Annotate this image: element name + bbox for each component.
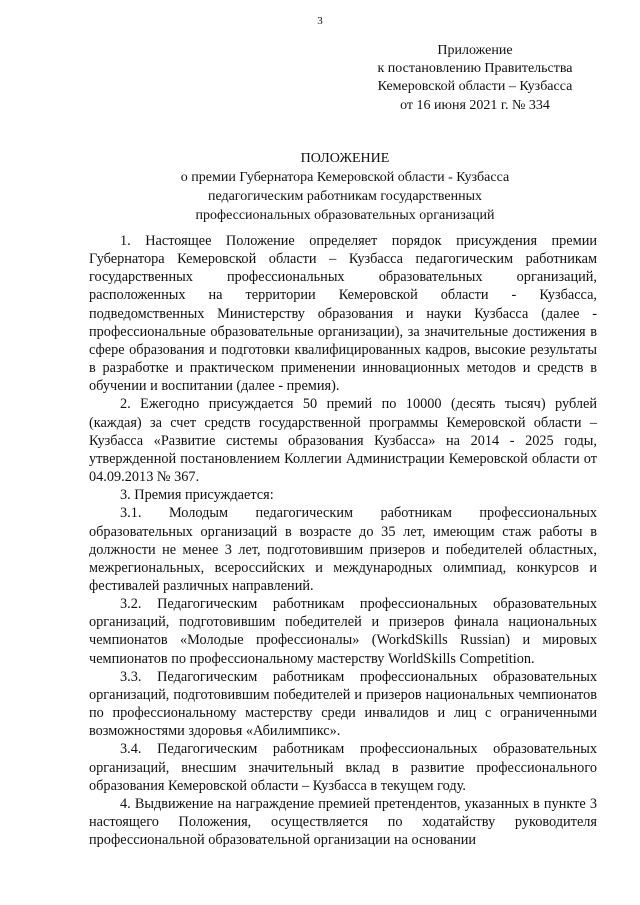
document-body bbox=[89, 232, 597, 849]
paragraph-3-4: 3.4. Педагогическим работникам профессиональных образовательных организаций, внесшим значительный вклад в развитие профессионального образования Кемеровской области – Кузбасса в текущем году. bbox=[89, 741, 597, 794]
appendix-line: от 16 июня 2021 г. № 334 bbox=[400, 97, 550, 113]
title-heading: ПОЛОЖЕНИЕ bbox=[300, 151, 390, 166]
paragraph-3: 3. Премия присуждается: bbox=[120, 487, 274, 504]
paragraph-1: 1. Настоящее Положение определяет порядок присуждения премии Губернатора Кемеровской области – Кузбасса педагогическим работникам государственных профессиональных образовательных организаций, расположенных на территории Кемеровской области - Кузбасса, подведомственных Министерству образования и науки Кузбасса (далее - профессиональные образовательные организации), за значительные достижения в сфере образования и подготовки квалифицированных кадров, высокие результаты в разработке и практическом применении инновационных методов и средств в обучении и воспитании (далее - премия). bbox=[89, 233, 597, 395]
page-number: 3 bbox=[317, 15, 323, 27]
appendix-line: Приложение bbox=[437, 43, 513, 58]
title-line: о премии Губернатора Кемеровской области - Кузбасса bbox=[180, 170, 510, 185]
appendix-line: Кемеровской области – Кузбасса bbox=[377, 79, 573, 95]
paragraph-3-3: 3.3. Педагогическим работникам профессиональных образовательных организаций, подготовившим победителей и призеров национальных чемпионатов по профессиональному мастерству среди инвалидов и лиц с ограниченными возможностями здоровья «Абилимпикс». bbox=[89, 668, 597, 740]
appendix-line: к постановлению Правительства bbox=[377, 61, 573, 77]
document-title bbox=[110, 149, 580, 225]
paragraph-4: 4. Выдвижение на награждение премией претендентов, указанных в пункте 3 настоящего Положения, осуществляется по ходатайству руководителя профессиональной образовательной организации на основании bbox=[89, 795, 597, 849]
appendix-block bbox=[350, 42, 600, 115]
title-line: педагогическим работникам государственных bbox=[207, 189, 483, 204]
title-line: профессиональных образовательных организаций bbox=[195, 208, 495, 223]
paragraph-3-2: 3.2. Педагогическим работникам профессиональных образовательных организаций, подготовившим победителей и призеров финала национальных чемпионатов «Молодые профессионалы» (WorkdSkills Russian) и мировых чемпионатов по профессиональному мастерству WorldSkills Competition. bbox=[89, 596, 597, 667]
paragraph-3-1: 3.1. Молодым педагогическим работникам профессиональных образовательных организаций в возрасте до 35 лет, имеющим стаж работы в должности не менее 3 лет, подготовившим призеров и победителей областных, межрегиональных, всероссийских и международных олимпиад, конкурсов и фестивалей различных направлений. bbox=[89, 505, 597, 594]
paragraph-2: 2. Ежегодно присуждается 50 премий по 10000 (десять тысяч) рублей (каждая) за счет средств государственной программы Кемеровской области – Кузбасса «Развитие системы образования Кузбасса» на 2014 - 2025 годы, утвержденной постановлением Коллегии Администрации Кемеровской области от 04.09.2013 № 367. bbox=[89, 396, 597, 486]
